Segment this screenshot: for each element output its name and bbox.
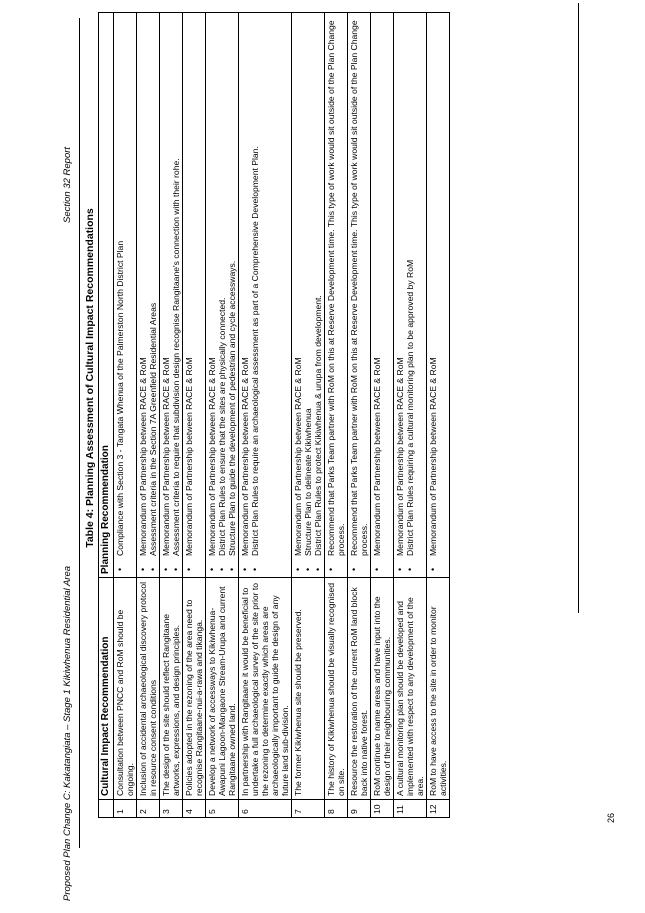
planning-item-text: Memorandum of Partnership between RACE & RoM xyxy=(138,357,148,556)
table-row xyxy=(325,13,348,818)
planning-recommendation xyxy=(348,13,371,578)
row-number: 8 xyxy=(325,800,348,818)
bullet-icon: • xyxy=(217,567,227,571)
planning-item-text: District Plan Rules to require an archaeological assessment as part of a Comprehensive Development Plan. xyxy=(250,146,260,556)
planning-list xyxy=(240,16,260,574)
planning-recommendation xyxy=(160,13,183,578)
table-row xyxy=(371,13,394,818)
header-planning: Planning Recommendation xyxy=(99,13,114,578)
planning-item xyxy=(207,16,217,574)
planning-list xyxy=(326,16,346,574)
planning-recommendation xyxy=(206,13,239,578)
row-number: 7 xyxy=(292,800,325,818)
bullet-icon: • xyxy=(138,567,148,571)
table-row xyxy=(114,13,137,818)
planning-item xyxy=(313,16,323,574)
planning-item xyxy=(372,16,382,574)
bullet-icon: • xyxy=(115,567,125,571)
cultural-recommendation: The design of the site should reflect Rangitaane artworks, expressions, and design principles. xyxy=(160,578,183,800)
row-number: 3 xyxy=(160,800,183,818)
table-row xyxy=(137,13,160,818)
bullet-icon: • xyxy=(240,567,250,571)
planning-item xyxy=(227,16,237,574)
planning-item-text: Memorandum of Partnership between RACE & RoM xyxy=(395,357,405,556)
cultural-recommendation: The former Kikiwhenua site should be preserved. xyxy=(292,578,325,800)
planning-recommendation xyxy=(114,13,137,578)
planning-item xyxy=(250,16,260,574)
planning-item-text: Memorandum of Partnership between RACE & RoM xyxy=(293,357,303,556)
bullet-icon: • xyxy=(171,567,181,571)
planning-item xyxy=(161,16,171,574)
planning-item xyxy=(240,16,250,574)
header-document-title: Proposed Plan Change C: Kakatangiata – Stage 1 Kikiwhenua Residential Area xyxy=(62,565,73,901)
bullet-icon: • xyxy=(293,567,303,571)
cultural-recommendation: The history of Kikiwhenua should be visually recognised on site. xyxy=(325,578,348,800)
page-number: 26 xyxy=(606,812,616,823)
planning-list xyxy=(395,16,415,574)
planning-item-text: Recommend that Parks Team partner with RoM on this at Reserve Development time. This type of work would sit outside of the Plan Change process. xyxy=(326,20,346,556)
bullet-icon: • xyxy=(207,567,217,571)
planning-item-text: Assessment criteria in the Section 7A Greenfield Residential Areas xyxy=(148,302,158,556)
planning-item xyxy=(217,16,227,574)
planning-list xyxy=(349,16,369,574)
header-section: Section 32 Report xyxy=(62,146,73,223)
planning-list xyxy=(138,16,158,574)
planning-recommendation xyxy=(239,13,292,578)
planning-item-text: District Plan Rules requiring a cultural monitoring plan to be approved by RoM xyxy=(405,259,415,556)
planning-item xyxy=(148,16,158,574)
bullet-icon: • xyxy=(349,567,359,571)
table-row xyxy=(394,13,427,818)
planning-item-text: District Plan Rules to protect Kikiwhenua & urupa from development. xyxy=(313,295,323,556)
planning-list xyxy=(115,16,125,574)
cultural-recommendation: RoM to have access to the site in order to monitor activities. xyxy=(427,578,450,800)
row-number: 5 xyxy=(206,800,239,818)
planning-recommendation xyxy=(371,13,394,578)
planning-item xyxy=(349,16,369,574)
cultural-recommendation: Develop a network of accessways to Kikiwhenua-Awapuni Lagoon-Mangaone Stream-Urupa and current Rangitaane owned land. xyxy=(206,578,239,800)
planning-item-text: Memorandum of Partnership between RACE & RoM xyxy=(428,357,438,556)
bullet-icon: • xyxy=(395,567,405,571)
planning-item xyxy=(293,16,303,574)
planning-recommendation xyxy=(427,13,450,578)
planning-recommendation xyxy=(137,13,160,578)
planning-item-text: District Plan Rules to ensure that the sites are physically connected. xyxy=(217,297,227,556)
table-title: Table 4: Planning Assessment of Cultural Impact Recommendations xyxy=(84,208,96,548)
bullet-icon: • xyxy=(428,567,438,571)
row-number: 1 xyxy=(114,800,137,818)
planning-recommendation xyxy=(183,13,206,578)
footer-rule xyxy=(578,3,579,613)
planning-item xyxy=(326,16,346,574)
planning-list xyxy=(184,16,194,574)
planning-item xyxy=(115,16,125,574)
table-row xyxy=(160,13,183,818)
row-number: 11 xyxy=(394,800,427,818)
planning-list xyxy=(428,16,438,574)
header-rule xyxy=(79,18,80,848)
cultural-recommendation: Consultation between PNCC and RoM should be ongoing. xyxy=(114,578,137,800)
planning-item xyxy=(171,16,181,574)
planning-list xyxy=(161,16,181,574)
planning-item xyxy=(138,16,148,574)
table-row xyxy=(348,13,371,818)
row-number: 4 xyxy=(183,800,206,818)
planning-item xyxy=(405,16,415,574)
table-row xyxy=(292,13,325,818)
bullet-icon: • xyxy=(184,567,194,571)
bullet-icon: • xyxy=(227,567,237,571)
planning-item-text: Recommend that Parks Team partner with RoM on this at Reserve Development time. This type of work would sit outside of the Plan Change process. xyxy=(349,20,369,556)
planning-item-text: Compliance with Section 3 - Tangata Whenua of the Palmerston North District Plan xyxy=(115,240,125,556)
cultural-recommendation: Resource the restoration of the current RoM land block back into native forest. xyxy=(348,578,371,800)
planning-item-text: Memorandum of Partnership between RACE & RoM xyxy=(184,357,194,556)
planning-recommendation xyxy=(325,13,348,578)
bullet-icon: • xyxy=(326,567,336,571)
bullet-icon: • xyxy=(148,567,158,571)
cultural-recommendation: RoM continue to name areas and have input into the design of their neighbouring communities. xyxy=(371,578,394,800)
planning-item-text: Memorandum of Partnership between RACE & RoM xyxy=(372,357,382,556)
planning-item xyxy=(428,16,438,574)
cultural-recommendation: Inclusion of accidental archaeological discovery protocol in resource consent conditions xyxy=(137,578,160,800)
cultural-impact-table xyxy=(98,12,450,818)
row-number: 6 xyxy=(239,800,292,818)
planning-item-text: Memorandum of Partnership between RACE & RoM xyxy=(240,357,250,556)
planning-item-text: Structure Plan to guide the development of pedestrian and cycle accessways. xyxy=(227,260,237,556)
bullet-icon: • xyxy=(405,567,415,571)
table-header-row xyxy=(99,13,114,818)
bullet-icon: • xyxy=(303,567,313,571)
row-number: 2 xyxy=(137,800,160,818)
planning-item-text: Memorandum of Partnership between RACE & RoM xyxy=(161,357,171,556)
row-number: 9 xyxy=(348,800,371,818)
row-number: 10 xyxy=(371,800,394,818)
row-number: 12 xyxy=(427,800,450,818)
planning-list xyxy=(293,16,323,574)
planning-recommendation xyxy=(394,13,427,578)
bullet-icon: • xyxy=(250,567,260,571)
table-row xyxy=(183,13,206,818)
planning-item-text: Assessment criteria to require that subdivision design recognise Rangitaane's connection with their rohe. xyxy=(171,158,181,556)
table-row xyxy=(239,13,292,818)
cultural-recommendation: A cultural monitoring plan should be developed and implemented with respect to any development of the area. xyxy=(394,578,427,800)
planning-item xyxy=(395,16,405,574)
page-header xyxy=(0,0,90,913)
planning-item xyxy=(303,16,313,574)
bullet-icon: • xyxy=(313,567,323,571)
planning-item-text: Structure Plan to delineate Kikiwhenua xyxy=(303,408,313,556)
planning-recommendation xyxy=(292,13,325,578)
header-recommendation: Cultural Impact Recommendation xyxy=(99,578,114,800)
planning-item xyxy=(184,16,194,574)
bullet-icon: • xyxy=(161,567,171,571)
table-row xyxy=(206,13,239,818)
planning-list xyxy=(372,16,382,574)
cultural-recommendation: In partnership with Rangitaane it would be beneficial to undertake a full archaeological survey of the site prior to the rezoning to determine exactly which areas are archaeologically important to guide the design of any future land sub-division. xyxy=(239,578,292,800)
planning-list xyxy=(207,16,237,574)
planning-item-text: Memorandum of Partnership between RACE & RoM xyxy=(207,357,217,556)
header-num xyxy=(99,800,114,818)
cultural-recommendation: Policies adopted in the rezoning of the area need to recognise Rangitaane-nui-a-rawa and tikanga. xyxy=(183,578,206,800)
table-row xyxy=(427,13,450,818)
bullet-icon: • xyxy=(372,567,382,571)
